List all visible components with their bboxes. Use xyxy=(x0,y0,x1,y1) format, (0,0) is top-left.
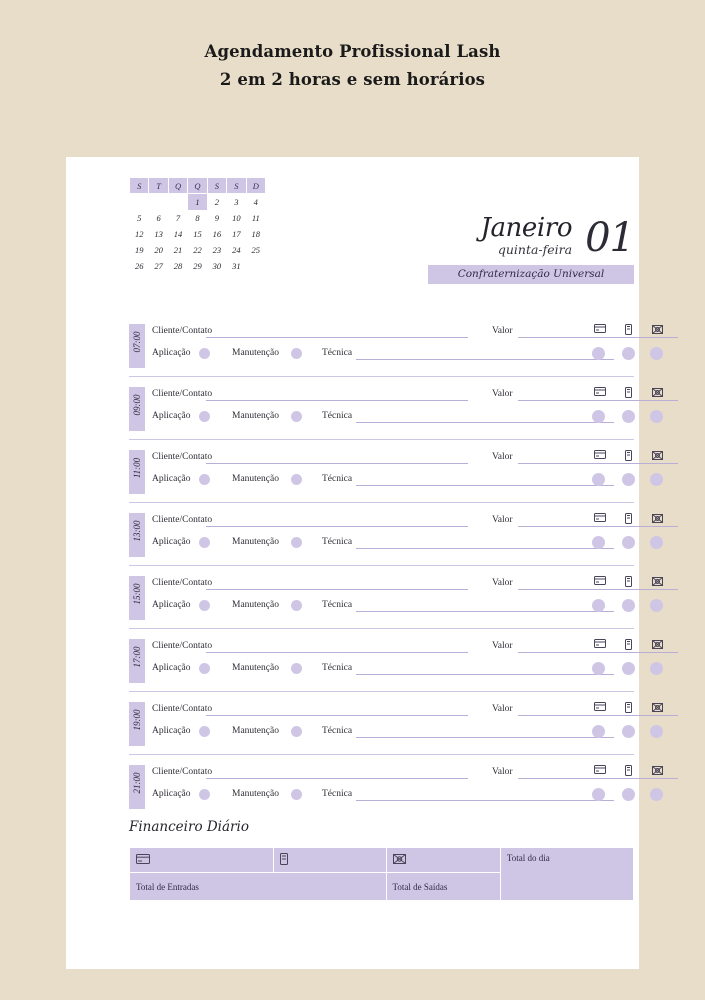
checkbox-money-payment[interactable] xyxy=(650,536,663,549)
phone-icon[interactable] xyxy=(625,450,632,461)
checkbox-card-payment[interactable] xyxy=(592,662,605,675)
field-valor[interactable] xyxy=(518,463,678,464)
phone-icon[interactable] xyxy=(625,513,632,524)
checkbox-manutencao[interactable] xyxy=(291,726,302,737)
money-icon[interactable] xyxy=(652,387,663,398)
label-valor: Valor xyxy=(492,704,513,714)
field-valor[interactable] xyxy=(518,337,678,338)
slot-time: 13:00 xyxy=(132,520,142,542)
field-tecnica[interactable] xyxy=(356,611,614,612)
calendar-weekday: Q xyxy=(168,178,187,194)
calendar-day xyxy=(149,194,168,211)
checkbox-money-payment[interactable] xyxy=(650,788,663,801)
phone-icon[interactable] xyxy=(625,387,632,398)
checkbox-manutencao[interactable] xyxy=(291,348,302,359)
label-manutencao: Manutenção xyxy=(232,474,279,484)
cell-total-do-dia[interactable] xyxy=(500,848,633,901)
calendar-day: 30 xyxy=(212,261,222,271)
label-cliente: Cliente/Contato xyxy=(152,704,213,714)
label-cliente: Cliente/Contato xyxy=(152,452,213,462)
calendar-day: 13 xyxy=(154,229,163,239)
label-aplicacao: Aplicação xyxy=(152,411,191,421)
calendar-day: 3 xyxy=(234,197,239,207)
slot-time-box xyxy=(129,765,145,809)
slot-row-client xyxy=(152,448,634,470)
calendar-day: 16 xyxy=(212,229,222,239)
day-number: 01 xyxy=(585,214,634,261)
label-valor: Valor xyxy=(492,515,513,525)
label-tecnica: Técnica xyxy=(322,726,353,736)
field-cliente[interactable] xyxy=(206,337,468,338)
financial-grid xyxy=(129,847,634,901)
label-aplicacao: Aplicação xyxy=(152,789,191,799)
slot-body xyxy=(152,763,634,807)
checkbox-aplicacao[interactable] xyxy=(199,411,210,422)
slot-body xyxy=(152,385,634,429)
label-aplicacao: Aplicação xyxy=(152,726,191,736)
label-valor: Valor xyxy=(492,452,513,462)
calendar-day: 19 xyxy=(134,245,144,255)
label-manutencao: Manutenção xyxy=(232,537,279,547)
phone-icon[interactable] xyxy=(625,765,632,776)
holiday-banner: Confraternização Universal xyxy=(428,265,634,284)
slot-row-client xyxy=(152,322,634,344)
slot-row-service xyxy=(152,596,634,618)
field-tecnica[interactable] xyxy=(356,800,614,801)
label-manutencao: Manutenção xyxy=(232,411,279,421)
calendar-day: 26 xyxy=(134,261,144,271)
checkbox-phone-payment[interactable] xyxy=(622,599,635,612)
slot-row-client xyxy=(152,763,634,785)
checkbox-card-payment[interactable] xyxy=(592,788,605,801)
checkbox-manutencao[interactable] xyxy=(291,600,302,611)
field-tecnica[interactable] xyxy=(356,548,614,549)
phone-icon xyxy=(280,857,288,867)
label-cliente: Cliente/Contato xyxy=(152,578,213,588)
slot-time: 15:00 xyxy=(132,583,142,605)
month-name: Janeiro xyxy=(480,213,573,243)
slot-row-service xyxy=(152,344,634,366)
checkbox-card-payment[interactable] xyxy=(592,347,605,360)
slot-time-box xyxy=(129,387,145,431)
phone-icon[interactable] xyxy=(625,324,632,335)
calendar-week-row xyxy=(130,226,266,242)
label-tecnica: Técnica xyxy=(322,663,353,673)
checkbox-aplicacao[interactable] xyxy=(199,663,210,674)
label-tecnica: Técnica xyxy=(322,600,353,610)
header-title-line1: Agendamento Profissional Lash xyxy=(204,42,501,61)
checkbox-card-payment[interactable] xyxy=(592,725,605,738)
calendar-weekday: T xyxy=(149,178,168,194)
checkbox-aplicacao[interactable] xyxy=(199,789,210,800)
calendar-day: 4 xyxy=(253,197,258,207)
calendar-day: 9 xyxy=(214,213,220,223)
label-cliente: Cliente/Contato xyxy=(152,389,213,399)
checkbox-phone-payment[interactable] xyxy=(622,536,635,549)
label-aplicacao: Aplicação xyxy=(152,600,191,610)
checkbox-card-payment[interactable] xyxy=(592,599,605,612)
checkbox-phone-payment[interactable] xyxy=(622,788,635,801)
label-valor: Valor xyxy=(492,767,513,777)
slot-row-service xyxy=(152,785,634,807)
calendar-week-row xyxy=(130,194,266,211)
label-tecnica: Técnica xyxy=(322,411,353,421)
label-tecnica: Técnica xyxy=(322,348,353,358)
slot-time-box xyxy=(129,702,145,746)
appointment-slot[interactable] xyxy=(129,565,634,628)
planner-sheet xyxy=(66,157,639,969)
money-icon[interactable] xyxy=(652,450,663,461)
financial-section-title: Financeiro Diário xyxy=(129,819,249,835)
checkbox-money-payment[interactable] xyxy=(650,662,663,675)
calendar-weekday: D xyxy=(246,178,265,194)
slot-row-service xyxy=(152,470,634,492)
card-icon[interactable] xyxy=(594,387,606,396)
label-aplicacao: Aplicação xyxy=(152,663,191,673)
field-tecnica[interactable] xyxy=(356,737,614,738)
appointment-slot[interactable] xyxy=(129,754,634,817)
calendar-day: 17 xyxy=(232,229,241,239)
calendar-week-row xyxy=(130,242,266,258)
calendar-week-row xyxy=(130,258,266,274)
label-valor: Valor xyxy=(492,578,513,588)
label-valor: Valor xyxy=(492,326,513,336)
calendar-day: 10 xyxy=(232,213,241,223)
calendar-day: 22 xyxy=(193,245,202,255)
slot-time-box xyxy=(129,513,145,557)
slot-row-client xyxy=(152,385,634,407)
label-valor: Valor xyxy=(492,641,513,651)
label-cliente: Cliente/Contato xyxy=(152,767,213,777)
money-icon xyxy=(393,857,406,867)
slot-body xyxy=(152,700,634,744)
checkbox-manutencao[interactable] xyxy=(291,789,302,800)
label-cliente: Cliente/Contato xyxy=(152,515,213,525)
card-icon[interactable] xyxy=(594,513,606,522)
slot-time: 17:00 xyxy=(132,646,142,668)
slot-row-client xyxy=(152,637,634,659)
slot-time: 11:00 xyxy=(132,457,142,479)
calendar-week-row xyxy=(130,210,266,226)
label-valor: Valor xyxy=(492,389,513,399)
field-valor[interactable] xyxy=(518,652,678,653)
label-tecnica: Técnica xyxy=(322,537,353,547)
calendar-weekday: S xyxy=(227,178,246,194)
slot-time-box xyxy=(129,639,145,683)
label-total-entradas: Total de Entradas xyxy=(136,881,199,892)
label-manutencao: Manutenção xyxy=(232,789,279,799)
field-tecnica[interactable] xyxy=(356,359,614,360)
calendar-day: 25 xyxy=(251,245,261,255)
calendar-day: 12 xyxy=(134,229,144,239)
cell-card-icon[interactable] xyxy=(130,848,274,873)
checkbox-aplicacao[interactable] xyxy=(199,348,210,359)
field-tecnica[interactable] xyxy=(356,422,614,423)
calendar-day: 21 xyxy=(173,245,183,255)
appointment-slots xyxy=(129,314,634,817)
cell-total-entradas[interactable] xyxy=(130,873,387,901)
label-aplicacao: Aplicação xyxy=(152,348,191,358)
page-header xyxy=(0,0,705,89)
card-icon[interactable] xyxy=(594,639,606,648)
calendar-table xyxy=(129,177,266,274)
field-cliente[interactable] xyxy=(206,400,468,401)
calendar-day: 28 xyxy=(173,261,183,271)
label-aplicacao: Aplicação xyxy=(152,474,191,484)
field-valor[interactable] xyxy=(518,526,678,527)
appointment-slot[interactable] xyxy=(129,439,634,502)
appointment-slot[interactable] xyxy=(129,502,634,565)
phone-icon[interactable] xyxy=(625,576,632,587)
field-cliente[interactable] xyxy=(206,463,468,464)
money-icon[interactable] xyxy=(652,765,663,776)
financial-table xyxy=(129,847,634,901)
label-tecnica: Técnica xyxy=(322,789,353,799)
appointment-slot[interactable] xyxy=(129,691,634,754)
phone-icon[interactable] xyxy=(625,639,632,650)
field-tecnica[interactable] xyxy=(356,485,614,486)
label-manutencao: Manutenção xyxy=(232,600,279,610)
field-valor[interactable] xyxy=(518,400,678,401)
label-manutencao: Manutenção xyxy=(232,348,279,358)
slot-body xyxy=(152,322,634,366)
calendar-day: 5 xyxy=(137,213,142,223)
date-block xyxy=(428,215,634,284)
checkbox-phone-payment[interactable] xyxy=(622,662,635,675)
label-total-saidas: Total de Saídas xyxy=(392,881,448,892)
money-icon[interactable] xyxy=(652,513,663,524)
calendar-day-selected: 1 xyxy=(188,194,207,211)
slot-row-service xyxy=(152,533,634,555)
checkbox-aplicacao[interactable] xyxy=(199,726,210,737)
calendar-day: 18 xyxy=(251,229,261,239)
slot-row-service xyxy=(152,407,634,429)
calendar-day: 31 xyxy=(232,261,241,271)
checkbox-phone-payment[interactable] xyxy=(622,473,635,486)
slot-row-service xyxy=(152,659,634,681)
calendar-day: 7 xyxy=(175,213,181,223)
appointment-slot[interactable] xyxy=(129,376,634,439)
calendar-day: 27 xyxy=(154,261,163,271)
checkbox-aplicacao[interactable] xyxy=(199,600,210,611)
checkbox-money-payment[interactable] xyxy=(650,347,663,360)
money-icon[interactable] xyxy=(652,702,663,713)
cell-money-icon[interactable] xyxy=(386,848,500,873)
appointment-slot[interactable] xyxy=(129,628,634,691)
appointment-slot[interactable] xyxy=(129,314,634,376)
calendar-day: 11 xyxy=(251,213,260,223)
checkbox-aplicacao[interactable] xyxy=(199,474,210,485)
calendar-weekday: S xyxy=(130,178,149,194)
calendar-day: 8 xyxy=(195,213,200,223)
label-manutencao: Manutenção xyxy=(232,663,279,673)
calendar-weekday: Q xyxy=(188,178,207,194)
slot-body xyxy=(152,637,634,681)
calendar-day: 6 xyxy=(156,213,161,223)
slot-time-box xyxy=(129,576,145,620)
date-row xyxy=(428,213,634,261)
checkbox-manutencao[interactable] xyxy=(291,411,302,422)
money-icon[interactable] xyxy=(652,576,663,587)
calendar-day: 15 xyxy=(193,229,202,239)
slot-body xyxy=(152,574,634,618)
slot-row-service xyxy=(152,722,634,744)
checkbox-manutencao[interactable] xyxy=(291,537,302,548)
calendar-header-row xyxy=(130,178,266,194)
slot-time-box xyxy=(129,324,145,368)
phone-icon[interactable] xyxy=(625,702,632,713)
slot-time: 19:00 xyxy=(132,709,142,731)
planner-content xyxy=(129,177,634,952)
cell-total-saidas[interactable] xyxy=(386,873,500,901)
checkbox-money-payment[interactable] xyxy=(650,410,663,423)
field-valor[interactable] xyxy=(518,715,678,716)
checkbox-aplicacao[interactable] xyxy=(199,537,210,548)
financial-icon-row xyxy=(130,848,634,873)
checkbox-phone-payment[interactable] xyxy=(622,347,635,360)
calendar-day xyxy=(168,194,187,211)
calendar-day: 2 xyxy=(214,197,220,207)
checkbox-money-payment[interactable] xyxy=(650,725,663,738)
card-icon[interactable] xyxy=(594,450,606,459)
field-cliente[interactable] xyxy=(206,526,468,527)
field-cliente[interactable] xyxy=(206,715,468,716)
checkbox-card-payment[interactable] xyxy=(592,473,605,486)
calendar-day: 23 xyxy=(212,245,222,255)
checkbox-money-payment[interactable] xyxy=(650,599,663,612)
checkbox-card-payment[interactable] xyxy=(592,536,605,549)
slot-row-client xyxy=(152,574,634,596)
calendar-day: 29 xyxy=(193,261,202,271)
label-manutencao: Manutenção xyxy=(232,726,279,736)
money-icon[interactable] xyxy=(652,639,663,650)
slot-time: 21:00 xyxy=(132,772,142,794)
card-icon xyxy=(136,856,150,866)
header-title-line2: 2 em 2 horas e sem horários xyxy=(219,70,486,89)
field-valor[interactable] xyxy=(518,589,678,590)
checkbox-money-payment[interactable] xyxy=(650,473,663,486)
field-tecnica[interactable] xyxy=(356,674,614,675)
slot-row-client xyxy=(152,511,634,533)
label-aplicacao: Aplicação xyxy=(152,537,191,547)
money-icon[interactable] xyxy=(652,324,663,335)
label-total-do-dia: Total do dia xyxy=(506,853,550,863)
slot-time-box xyxy=(129,450,145,494)
checkbox-phone-payment[interactable] xyxy=(622,410,635,423)
field-cliente[interactable] xyxy=(206,589,468,590)
checkbox-manutencao[interactable] xyxy=(291,663,302,674)
weekday-name: quinta-feira xyxy=(497,242,573,257)
card-icon[interactable] xyxy=(594,324,606,333)
card-icon[interactable] xyxy=(594,765,606,774)
calendar-weekday: S xyxy=(207,178,226,194)
slot-body xyxy=(152,448,634,492)
slot-body xyxy=(152,511,634,555)
field-valor[interactable] xyxy=(518,778,678,779)
label-cliente: Cliente/Contato xyxy=(152,326,213,336)
card-icon[interactable] xyxy=(594,702,606,711)
slot-time: 09:00 xyxy=(132,394,142,416)
field-cliente[interactable] xyxy=(206,652,468,653)
month-calendar xyxy=(129,177,266,274)
cell-phone-icon[interactable] xyxy=(274,848,387,873)
calendar-day: 20 xyxy=(154,245,163,255)
slot-time: 07:00 xyxy=(132,331,142,353)
checkbox-phone-payment[interactable] xyxy=(622,725,635,738)
checkbox-manutencao[interactable] xyxy=(291,474,302,485)
label-tecnica: Técnica xyxy=(322,474,353,484)
calendar-day xyxy=(130,194,149,211)
calendar-day xyxy=(246,258,265,274)
slot-row-client xyxy=(152,700,634,722)
field-cliente[interactable] xyxy=(206,778,468,779)
calendar-day: 24 xyxy=(232,245,241,255)
card-icon[interactable] xyxy=(594,576,606,585)
label-cliente: Cliente/Contato xyxy=(152,641,213,651)
month-weekday-group xyxy=(480,215,572,257)
calendar-day: 14 xyxy=(173,229,183,239)
checkbox-card-payment[interactable] xyxy=(592,410,605,423)
